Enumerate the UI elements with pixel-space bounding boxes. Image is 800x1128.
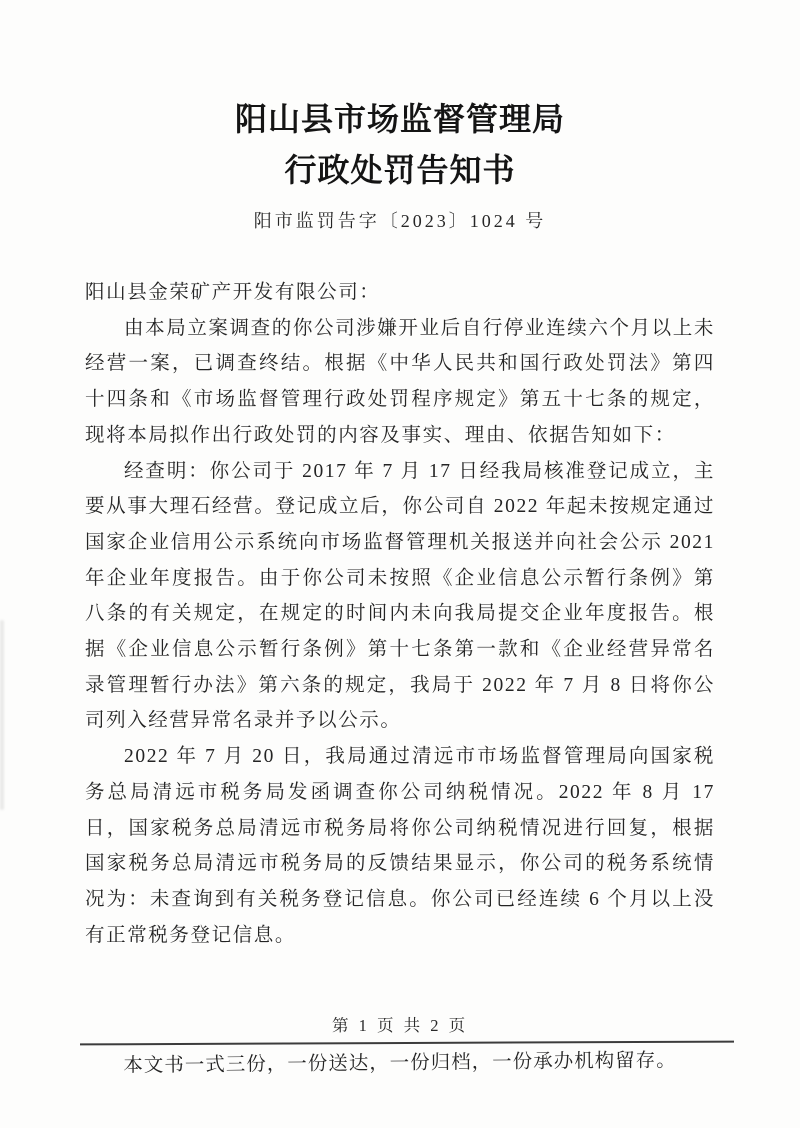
- body-paragraph-1: 由本局立案调查的你公司涉嫌开业后自行停业连续六个月以上未经营一案，已调查终结。根据《中华人民共和国行政处罚法》第四十四条和《市场监督管理行政处罚程序规定》第五十七条的规定，现将本局拟作出行政处罚的内容及事实、理由、依据告知如下：: [85, 317, 715, 446]
- document-title-line1: 阳山县市场监督管理局: [234, 101, 565, 137]
- document-title-line2: 行政处罚告知书: [284, 152, 516, 188]
- footnote: 本文书一式三份，一份送达，一份归档，一份承办机构留存。: [123, 1050, 677, 1077]
- body-paragraph-2: 经查明：你公司于 2017 年 7 月 17 日经我局核准登记成立，主要从事大理石经营。登记成立后，你公司自 2022 年起未按规定通过国家企业信用公示系统向市场监督管理机关报送并向社会公示 2021 年企业年度报告。由于你公司未按照《企业信息公示暂行条例》第八条的有关规定，在规定的时间内未向我局提交企业年度报告。根据《企业信息公示暂行条例》第十七条第一款和《企业经营异常名录管理暂行办法》第六条的规定，我局于 2022 年 7 月 8 日将你公司列入经营异常名录并予以公示。: [85, 460, 715, 732]
- scan-edge-artifact: [0, 620, 4, 810]
- recipient-line: 阳山县金荣矿产开发有限公司：: [85, 282, 381, 303]
- page-number: 第 1 页 共 2 页: [331, 1016, 469, 1035]
- body-paragraph-3: 2022 年 7 月 20 日，我局通过清远市市场监督管理局向国家税务总局清远市税务局发函调查你公司纳税情况。2022 年 8 月 17 日，国家税务总局清远市税务局将你公司纳税情况进行回复，根据国家税务总局清远市税务局的反馈结果显示，你公司的税务系统情况为：未查询到有关税务登记信息。你公司已经连续 6 个月以上没有正常税务登记信息。: [85, 746, 715, 946]
- document-number: 阳市监罚告字〔2023〕1024 号: [253, 211, 547, 231]
- document-header: [0, 0, 800, 233]
- document-body: [85, 275, 715, 953]
